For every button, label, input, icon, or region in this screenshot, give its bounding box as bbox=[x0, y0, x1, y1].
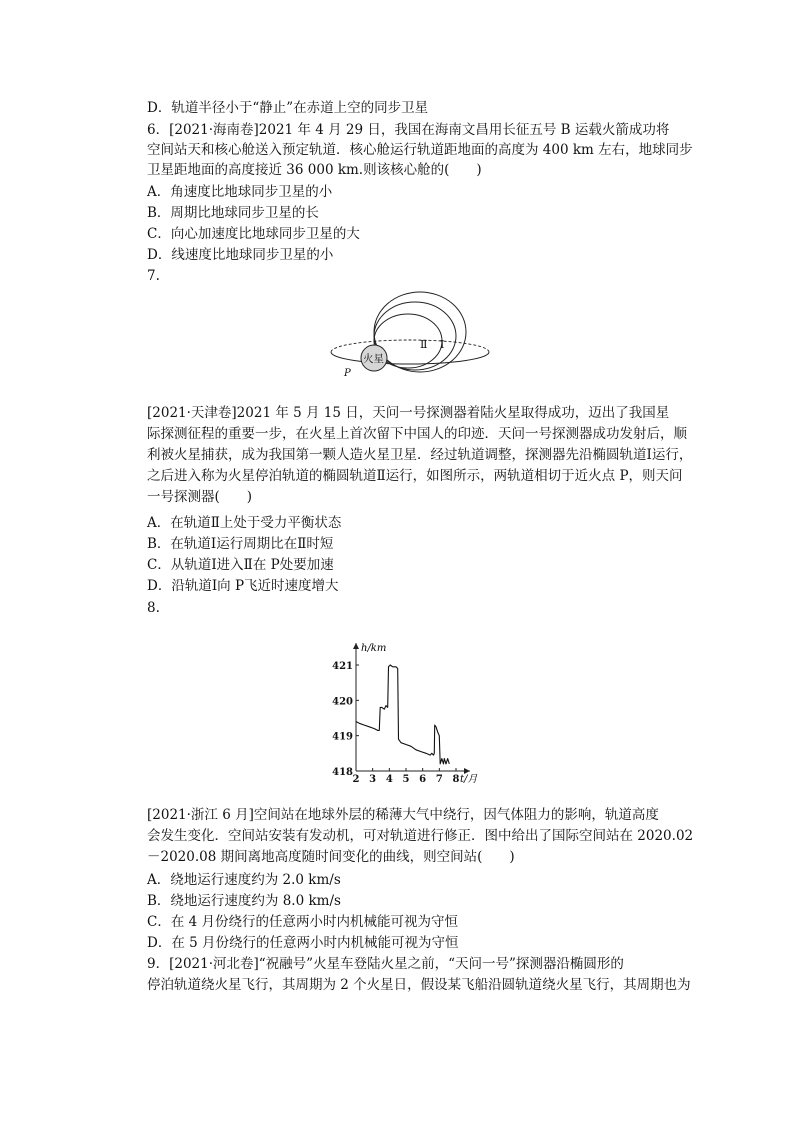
q7-option-a: A．在轨道Ⅱ上处于受力平衡状态 bbox=[147, 515, 342, 531]
orbit-plane-front bbox=[331, 352, 489, 364]
q8-line-2: 会发生变化．空间站安装有发动机，可对轨道进行修正．图中给出了国际空间站在 2020.02 bbox=[147, 828, 694, 844]
q6-option-b: B．周期比地球同步卫星的长 bbox=[147, 205, 319, 221]
q6-line-2: 空间站天和核心舱送入预定轨道．核心舱运行轨道距地面的高度为 400 km 左右，地球同步 bbox=[147, 142, 693, 158]
q6-option-c: C．向心加速度比地球同步卫星的大 bbox=[147, 226, 360, 242]
q7-number: 7. bbox=[147, 268, 160, 284]
q7-line-4: 之后进入称为火星停泊轨道的椭圆轨道Ⅱ运行，如图所示，两轨道相切于近火点 P，则天问 bbox=[147, 468, 683, 484]
q7-option-d: D．沿轨道Ⅰ向 P飞近时速度增大 bbox=[147, 578, 339, 594]
q8-line-3: －2020.08 期间离地高度随时间变化的曲线，则空间站( ) bbox=[147, 849, 515, 865]
orbit-1-label: Ⅰ bbox=[440, 338, 445, 351]
y-tick-label: 421 bbox=[332, 661, 353, 672]
y-tick-label: 419 bbox=[332, 731, 353, 743]
x-axis-label: t/月 bbox=[460, 774, 478, 785]
altitude-chart bbox=[322, 626, 478, 786]
q8-option-b: B．绕地运行速度约为 8.0 km/s bbox=[147, 893, 341, 909]
x-tick-label: 3 bbox=[369, 774, 377, 785]
q8-option-a: A．绕地运行速度约为 2.0 km/s bbox=[147, 872, 341, 888]
y-axis-arrow bbox=[353, 643, 359, 649]
mars-label: 火星 bbox=[363, 353, 384, 365]
q7-line-1: [2021·天津卷]2021 年 5 月 15 日，天问一号探测器着陆火星取得成功，迈出了我国星 bbox=[147, 405, 670, 421]
chart-series bbox=[356, 665, 449, 764]
q8-option-d: D．在 5 月份绕行的任意两小时内机械能可视为守恒 bbox=[147, 935, 459, 951]
q9-line-1: 9．[2021·河北卷]“祝融号”火星车登陆火星之前，“天问一号”探测器沿椭圆形的 bbox=[147, 956, 624, 972]
q6-line-1: 6．[2021·海南卷]2021 年 4 月 29 日，我国在海南文昌用长征五号 B 运载火箭成功将 bbox=[147, 122, 670, 138]
q7-line-5: 一号探测器( ) bbox=[147, 489, 253, 505]
y-tick-label: 420 bbox=[332, 696, 353, 708]
q7-line-3: 利被火星捕获，成为我国第一颗人造火星卫星．经过轨道调整，探测器先沿椭圆轨道Ⅰ运行， bbox=[147, 447, 693, 463]
q7-option-c: C．从轨道Ⅰ进入Ⅱ在 P处要加速 bbox=[147, 557, 334, 573]
q8-line-1: [2021·浙江 6 月]空间站在地球外层的稀薄大气中绕行，因气体阻力的影响，轨道高度 bbox=[147, 807, 659, 823]
q8-number: 8. bbox=[147, 600, 160, 616]
point-p-label: P bbox=[344, 368, 351, 379]
chart-axes bbox=[353, 643, 470, 774]
q6-option-d: D．线速度比地球同步卫星的小 bbox=[147, 247, 334, 263]
q7-line-2: 际探测征程的重要一步，在火星上首次留下中国人的印迹．天问一号探测器成功发射后，顺 bbox=[147, 426, 687, 442]
orbit-figure bbox=[328, 284, 498, 384]
orbit-plane-back bbox=[331, 340, 489, 352]
orbit-2-label: Ⅱ bbox=[420, 338, 428, 351]
q6-line-3: 卫星距地面的高度接近 36 000 km.则该核心舱的( ) bbox=[147, 162, 482, 178]
y-axis-label: h/km bbox=[361, 643, 387, 654]
x-tick-label: 4 bbox=[385, 774, 393, 785]
chart-ticks bbox=[332, 661, 459, 785]
q9-line-2: 停泊轨道绕火星飞行，其周期为 2 个火星日，假设某飞船沿圆轨道绕火星飞行，其周期也为 bbox=[147, 977, 691, 993]
q8-option-c: C．在 4 月份绕行的任意两小时内机械能可视为守恒 bbox=[147, 914, 459, 930]
x-tick-label: 2 bbox=[352, 774, 360, 785]
orbit-outer bbox=[374, 292, 466, 372]
x-tick-label: 7 bbox=[435, 774, 443, 785]
q7-option-b: B．在轨道Ⅰ运行周期比在Ⅱ时短 bbox=[147, 536, 334, 552]
q6-option-a: A．角速度比地球同步卫星的小 bbox=[147, 184, 333, 200]
q5-option-d: D．轨道半径小于“静止”在赤道上空的同步卫星 bbox=[147, 100, 429, 116]
x-tick-label: 6 bbox=[419, 774, 427, 785]
x-tick-label: 5 bbox=[402, 774, 410, 785]
y-tick-label: 418 bbox=[332, 767, 353, 778]
altitude-series-line bbox=[356, 665, 449, 764]
x-tick-label: 8 bbox=[452, 774, 460, 785]
